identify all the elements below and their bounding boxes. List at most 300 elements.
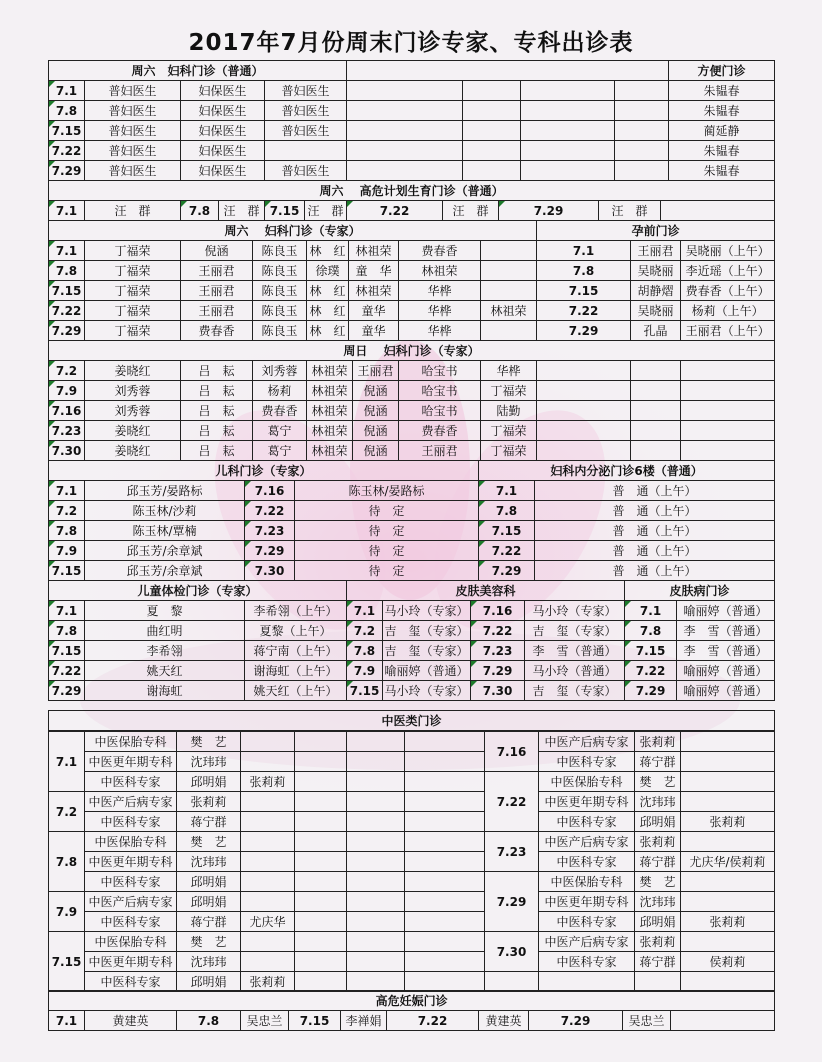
table-cell [347,792,405,812]
doctor-cell [681,792,775,812]
doctor-cell: 妇保医生 [181,81,265,101]
doctor-cell: 童 华 [349,261,399,281]
doctor-cell: 丁福荣 [85,321,181,341]
doctor-cell: 华桦 [481,361,537,381]
doctor-cell: 陈玉林/晏路标 [295,481,479,501]
doctor-cell: 喻丽婷（普通） [383,661,471,681]
table-cell [681,361,775,381]
doctor-cell: 张莉莉 [635,732,681,752]
doctor-cell: 费春香（上午） [681,281,775,301]
doctor-cell: 张莉莉 [241,772,295,792]
table-row [49,441,775,461]
page-title: 2017年7月份周末门诊专家、专科出诊表 [188,30,634,56]
table-cell [631,381,681,401]
doctor-cell: 邱明娟 [177,892,241,912]
child-checkup-dermatology-table [48,580,775,701]
specialty-cell: 中医保胎专科 [85,732,177,752]
doctor-cell: 夏 黎 [85,601,245,621]
table-cell [537,421,631,441]
table-cell [615,141,669,161]
doctor-cell: 吉 玺（专家） [525,621,625,641]
date-cell: 7.1 [347,601,383,621]
table-cell [347,732,405,752]
doctor-cell: 林祖荣 [349,281,399,301]
doctor-cell [481,241,537,261]
doctor-cell: 蒋宁群 [635,752,681,772]
doctor-cell: 邱明娟 [177,772,241,792]
doctor-cell: 孔晶 [631,321,681,341]
doctor-cell [241,812,295,832]
gynecology-sunday-expert-table [48,340,775,461]
doctor-cell: 丁福荣 [85,261,181,281]
date-cell: 7.8 [49,832,85,892]
section-title: 儿科门诊（专家） [49,461,479,481]
table-cell [347,832,405,852]
high-risk-pregnancy-table [48,990,775,1031]
doctor-cell: 华桦 [399,281,481,301]
doctor-cell: 哈宝书 [399,401,481,421]
table-cell [347,812,405,832]
doctor-cell: 哈宝书 [399,361,481,381]
doctor-cell: 侯莉莉 [681,952,775,972]
section-title: 皮肤美容科 [347,581,625,601]
table-row [49,832,775,852]
table-row [49,892,775,912]
date-cell: 7.30 [485,932,539,972]
doctor-cell: 李希翎 [85,641,245,661]
doctor-cell [481,281,537,301]
table-cell [485,972,539,992]
doctor-cell: 吕 耘 [181,421,253,441]
doctor-cell: 谢海虹（上午） [245,661,347,681]
table-row [49,361,775,381]
date-cell: 7.15 [625,641,677,661]
table-cell [631,361,681,381]
doctor-cell: 朱韫春 [669,161,775,181]
table-row [49,281,775,301]
table-row [49,792,775,812]
table-cell [405,932,485,952]
table-cell [405,732,485,752]
date-cell: 7.8 [347,641,383,661]
doctor-cell [241,952,295,972]
doctor-cell: 陈良玉 [253,241,307,261]
date-cell: 7.23 [49,421,85,441]
table-cell [521,81,615,101]
doctor-cell: 陆勤 [481,401,537,421]
table-cell [661,201,775,221]
doctor-cell: 沈玮玮 [635,892,681,912]
date-cell: 7.8 [49,261,85,281]
date-cell: 7.16 [471,601,525,621]
date-cell: 7.2 [49,361,85,381]
table-row [49,141,775,161]
date-cell: 7.15 [49,932,85,992]
date-cell: 7.23 [471,641,525,661]
section-title: 方便门诊 [669,61,775,81]
doctor-cell: 朱韫春 [669,81,775,101]
doctor-cell: 童华 [349,301,399,321]
table-cell [295,932,347,952]
table-cell [347,912,405,932]
doctor-cell: 邱明娟 [635,812,681,832]
doctor-cell: 陈玉林/沙莉 [85,501,245,521]
doctor-cell: 丁福荣 [481,421,537,441]
specialty-cell: 中医更年期专科 [539,792,635,812]
doctor-cell: 王丽君 [181,281,253,301]
doctor-cell: 林祖荣 [307,381,353,401]
doctor-cell: 陈玉林/覃楠 [85,521,245,541]
table-cell [347,101,463,121]
specialty-cell: 中医科专家 [85,972,177,992]
doctor-cell [681,752,775,772]
table-cell [537,361,631,381]
date-cell: 7.15 [49,561,85,581]
specialty-cell: 中医更年期专科 [85,852,177,872]
doctor-cell: 刘秀蓉 [85,381,181,401]
table-cell [295,872,347,892]
table-row [49,561,775,581]
doctor-cell: 陈良玉 [253,261,307,281]
table-cell [615,161,669,181]
date-cell: 7.29 [485,872,539,932]
doctor-cell: 待 定 [295,521,479,541]
date-cell: 7.29 [49,681,85,701]
table-cell [347,892,405,912]
specialty-cell: 中医产后病专家 [85,892,177,912]
table-row [49,752,775,772]
date-cell: 7.29 [499,201,599,221]
table-row [49,301,775,321]
table-cell [295,792,347,812]
doctor-cell: 吕 耘 [181,361,253,381]
doctor-cell: 普妇医生 [85,81,181,101]
table-cell [405,872,485,892]
section-title: 孕前门诊 [537,221,775,241]
doctor-cell: 吉 玺（专家） [383,641,471,661]
table-row [49,121,775,141]
doctor-cell [241,832,295,852]
date-cell: 7.29 [537,321,631,341]
date-cell: 7.29 [245,541,295,561]
doctor-cell: 待 定 [295,501,479,521]
date-cell: 7.8 [177,1011,241,1031]
doctor-cell: 刘秀蓉 [253,361,307,381]
doctor-cell: 费春香 [399,241,481,261]
doctor-cell: 吉 玺（专家） [525,681,625,701]
specialty-cell: 中医保胎专科 [539,772,635,792]
doctor-cell: 丁福荣 [481,441,537,461]
date-cell: 7.16 [245,481,295,501]
doctor-cell: 张莉莉 [241,972,295,992]
doctor-cell [481,261,537,281]
table-cell [521,161,615,181]
table-cell [347,972,405,992]
doctor-cell: 林祖荣 [481,301,537,321]
table-cell [347,852,405,872]
table-cell [681,421,775,441]
doctor-cell: 李 雪（普通） [525,641,625,661]
doctor-cell: 邱玉芳/余章斌 [85,561,245,581]
table-cell [347,872,405,892]
table-cell [405,772,485,792]
doctor-cell: 蔺延静 [669,121,775,141]
doctor-cell: 吴忠兰 [241,1011,289,1031]
doctor-cell: 杨莉（上午） [681,301,775,321]
doctor-cell: 姜晓红 [85,421,181,441]
table-row [49,812,775,832]
date-cell: 7.1 [49,732,85,792]
table-cell [681,401,775,421]
table-cell [521,101,615,121]
table-cell [405,752,485,772]
table-row [49,661,775,681]
table-cell [631,421,681,441]
table-row [49,932,775,952]
doctor-cell: 杨莉 [253,381,307,401]
date-cell: 7.22 [625,661,677,681]
pediatrics-endocrine-table [48,460,775,581]
date-cell: 7.15 [347,681,383,701]
table-cell [539,972,635,992]
doctor-cell: 丁福荣 [85,241,181,261]
doctor-cell: 张莉莉 [635,932,681,952]
doctor-cell: 李 雪（普通） [677,621,775,641]
date-cell: 7.16 [485,732,539,772]
tcm-table [48,710,775,992]
doctor-cell: 倪涵 [353,401,399,421]
doctor-cell: 樊 艺 [635,872,681,892]
table-cell [347,141,463,161]
table-row [49,321,775,341]
table-cell [615,81,669,101]
table-cell [405,832,485,852]
date-cell: 7.29 [49,321,85,341]
doctor-cell: 陈良玉 [253,301,307,321]
table-row [49,261,775,281]
specialty-cell: 中医保胎专科 [85,932,177,952]
doctor-cell: 吉 玺（专家） [383,621,471,641]
date-cell: 7.2 [49,792,85,832]
date-cell: 7.1 [49,81,85,101]
doctor-cell: 倪涵 [353,441,399,461]
doctor-cell: 林 红 [307,281,349,301]
doctor-cell: 尤庆华 [241,912,295,932]
table-row [49,81,775,101]
table-cell [681,972,775,992]
specialty-cell: 中医保胎专科 [85,832,177,852]
table-cell [347,932,405,952]
date-cell: 7.15 [49,641,85,661]
doctor-cell: 邱玉芳/晏路标 [85,481,245,501]
date-cell: 7.15 [49,121,85,141]
table-row [49,501,775,521]
specialty-cell: 中医科专家 [85,772,177,792]
doctor-cell: 蒋宁群 [635,852,681,872]
doctor-cell: 普妇医生 [265,101,347,121]
section-title: 高危妊娠门诊 [49,991,775,1011]
date-cell: 7.22 [479,541,535,561]
doctor-cell: 张莉莉 [681,912,775,932]
section-title: 儿童体检门诊（专家） [49,581,347,601]
doctor-cell: 姜晓红 [85,441,181,461]
table-row [49,421,775,441]
table-cell [347,772,405,792]
date-cell: 7.22 [537,301,631,321]
date-cell: 7.30 [49,441,85,461]
doctor-cell: 樊 艺 [177,732,241,752]
doctor-cell: 徐璞 [307,261,349,281]
doctor-cell: 汪 群 [219,201,265,221]
specialty-cell: 中医科专家 [539,852,635,872]
doctor-cell: 林祖荣 [307,441,353,461]
table-cell [347,752,405,772]
doctor-cell [681,872,775,892]
table-row [49,241,775,261]
table-row [49,952,775,972]
doctor-cell: 林祖荣 [349,241,399,261]
doctor-cell: 王丽君 [181,301,253,321]
doctor-cell: 尤庆华/侯莉莉 [681,852,775,872]
doctor-cell: 汪 群 [305,201,347,221]
doctor-cell: 李 雪（普通） [677,641,775,661]
doctor-cell: 普妇医生 [85,121,181,141]
doctor-cell: 邱明娟 [177,872,241,892]
doctor-cell: 胡静熠 [631,281,681,301]
doctor-cell: 沈玮玮 [177,752,241,772]
date-cell: 7.15 [479,521,535,541]
section-title: 周日 妇科门诊（专家） [49,341,775,361]
table-cell [347,81,463,101]
doctor-cell: 沈玮玮 [177,952,241,972]
doctor-cell: 樊 艺 [177,832,241,852]
table-cell [295,852,347,872]
doctor-cell: 吴晓丽（上午） [681,241,775,261]
table-row [49,161,775,181]
doctor-cell: 王丽君 [181,261,253,281]
table-cell [295,752,347,772]
doctor-cell: 邱玉芳/余章斌 [85,541,245,561]
doctor-cell: 吕 耘 [181,441,253,461]
doctor-cell [481,321,537,341]
table-row [49,641,775,661]
date-cell: 7.1 [479,481,535,501]
doctor-cell: 普 通（上午） [535,541,775,561]
table-row [49,621,775,641]
table-cell [631,401,681,421]
specialty-cell: 中医更年期专科 [85,952,177,972]
date-cell: 7.1 [49,201,85,221]
table-cell [295,952,347,972]
doctor-cell: 华桦 [399,301,481,321]
doctor-cell: 待 定 [295,541,479,561]
doctor-cell: 费春香 [181,321,253,341]
doctor-cell: 沈玮玮 [177,852,241,872]
date-cell: 7.8 [181,201,219,221]
table-row [49,381,775,401]
table-cell [463,141,521,161]
doctor-cell: 普 通（上午） [535,561,775,581]
date-cell: 7.2 [49,501,85,521]
doctor-cell: 张莉莉 [177,792,241,812]
table-cell [635,972,681,992]
table-cell [405,912,485,932]
doctor-cell: 汪 群 [599,201,661,221]
table-row [49,872,775,892]
date-cell: 7.30 [471,681,525,701]
table-cell [537,401,631,421]
date-cell: 7.9 [49,892,85,932]
doctor-cell: 姚天红 [85,661,245,681]
doctor-cell [681,932,775,952]
doctor-cell: 汪 群 [85,201,181,221]
doctor-cell: 普妇医生 [85,141,181,161]
date-cell: 7.8 [537,261,631,281]
doctor-cell: 沈玮玮 [635,792,681,812]
table-cell [347,952,405,972]
table-cell [615,101,669,121]
doctor-cell: 妇保医生 [181,121,265,141]
doctor-cell: 陈良玉 [253,321,307,341]
specialty-cell: 中医更年期专科 [85,752,177,772]
date-cell: 7.15 [537,281,631,301]
high-risk-planning-table [48,180,775,221]
gynecology-saturday-regular-table [48,60,775,181]
specialty-cell: 中医科专家 [539,952,635,972]
doctor-cell: 陈良玉 [253,281,307,301]
table-cell [295,972,347,992]
doctor-cell: 曲红明 [85,621,245,641]
doctor-cell: 葛宁 [253,441,307,461]
gynecology-saturday-expert-table [48,220,775,341]
table-cell [347,161,463,181]
specialty-cell: 中医保胎专科 [539,872,635,892]
doctor-cell [681,832,775,852]
doctor-cell: 蒋宁群 [635,952,681,972]
doctor-cell [241,872,295,892]
specialty-cell: 中医产后病专家 [539,832,635,852]
date-cell: 7.2 [347,621,383,641]
table-cell [521,141,615,161]
date-cell: 7.8 [49,621,85,641]
doctor-cell: 普妇医生 [265,161,347,181]
doctor-cell: 喻丽婷（普通） [677,661,775,681]
doctor-cell: 朱韫春 [669,101,775,121]
doctor-cell: 李禅娟 [341,1011,387,1031]
doctor-cell: 待 定 [295,561,479,581]
doctor-cell: 樊 艺 [177,932,241,952]
date-cell: 7.1 [537,241,631,261]
doctor-cell: 妇保医生 [181,101,265,121]
section-title: 周六 妇科门诊（普通） [49,61,347,81]
table-cell [405,952,485,972]
table-cell [405,892,485,912]
table-row [49,541,775,561]
date-cell: 7.1 [49,481,85,501]
doctor-cell: 普 通（上午） [535,481,775,501]
doctor-cell [241,792,295,812]
doctor-cell: 普妇医生 [265,121,347,141]
table-cell [295,812,347,832]
table-row [49,681,775,701]
doctor-cell: 倪涵 [353,421,399,441]
doctor-cell: 姜晓红 [85,361,181,381]
table-cell [537,381,631,401]
doctor-cell: 妇保医生 [181,141,265,161]
date-cell: 7.29 [479,561,535,581]
section-title: 妇科内分泌门诊6楼（普通） [479,461,775,481]
doctor-cell: 林 红 [307,321,349,341]
